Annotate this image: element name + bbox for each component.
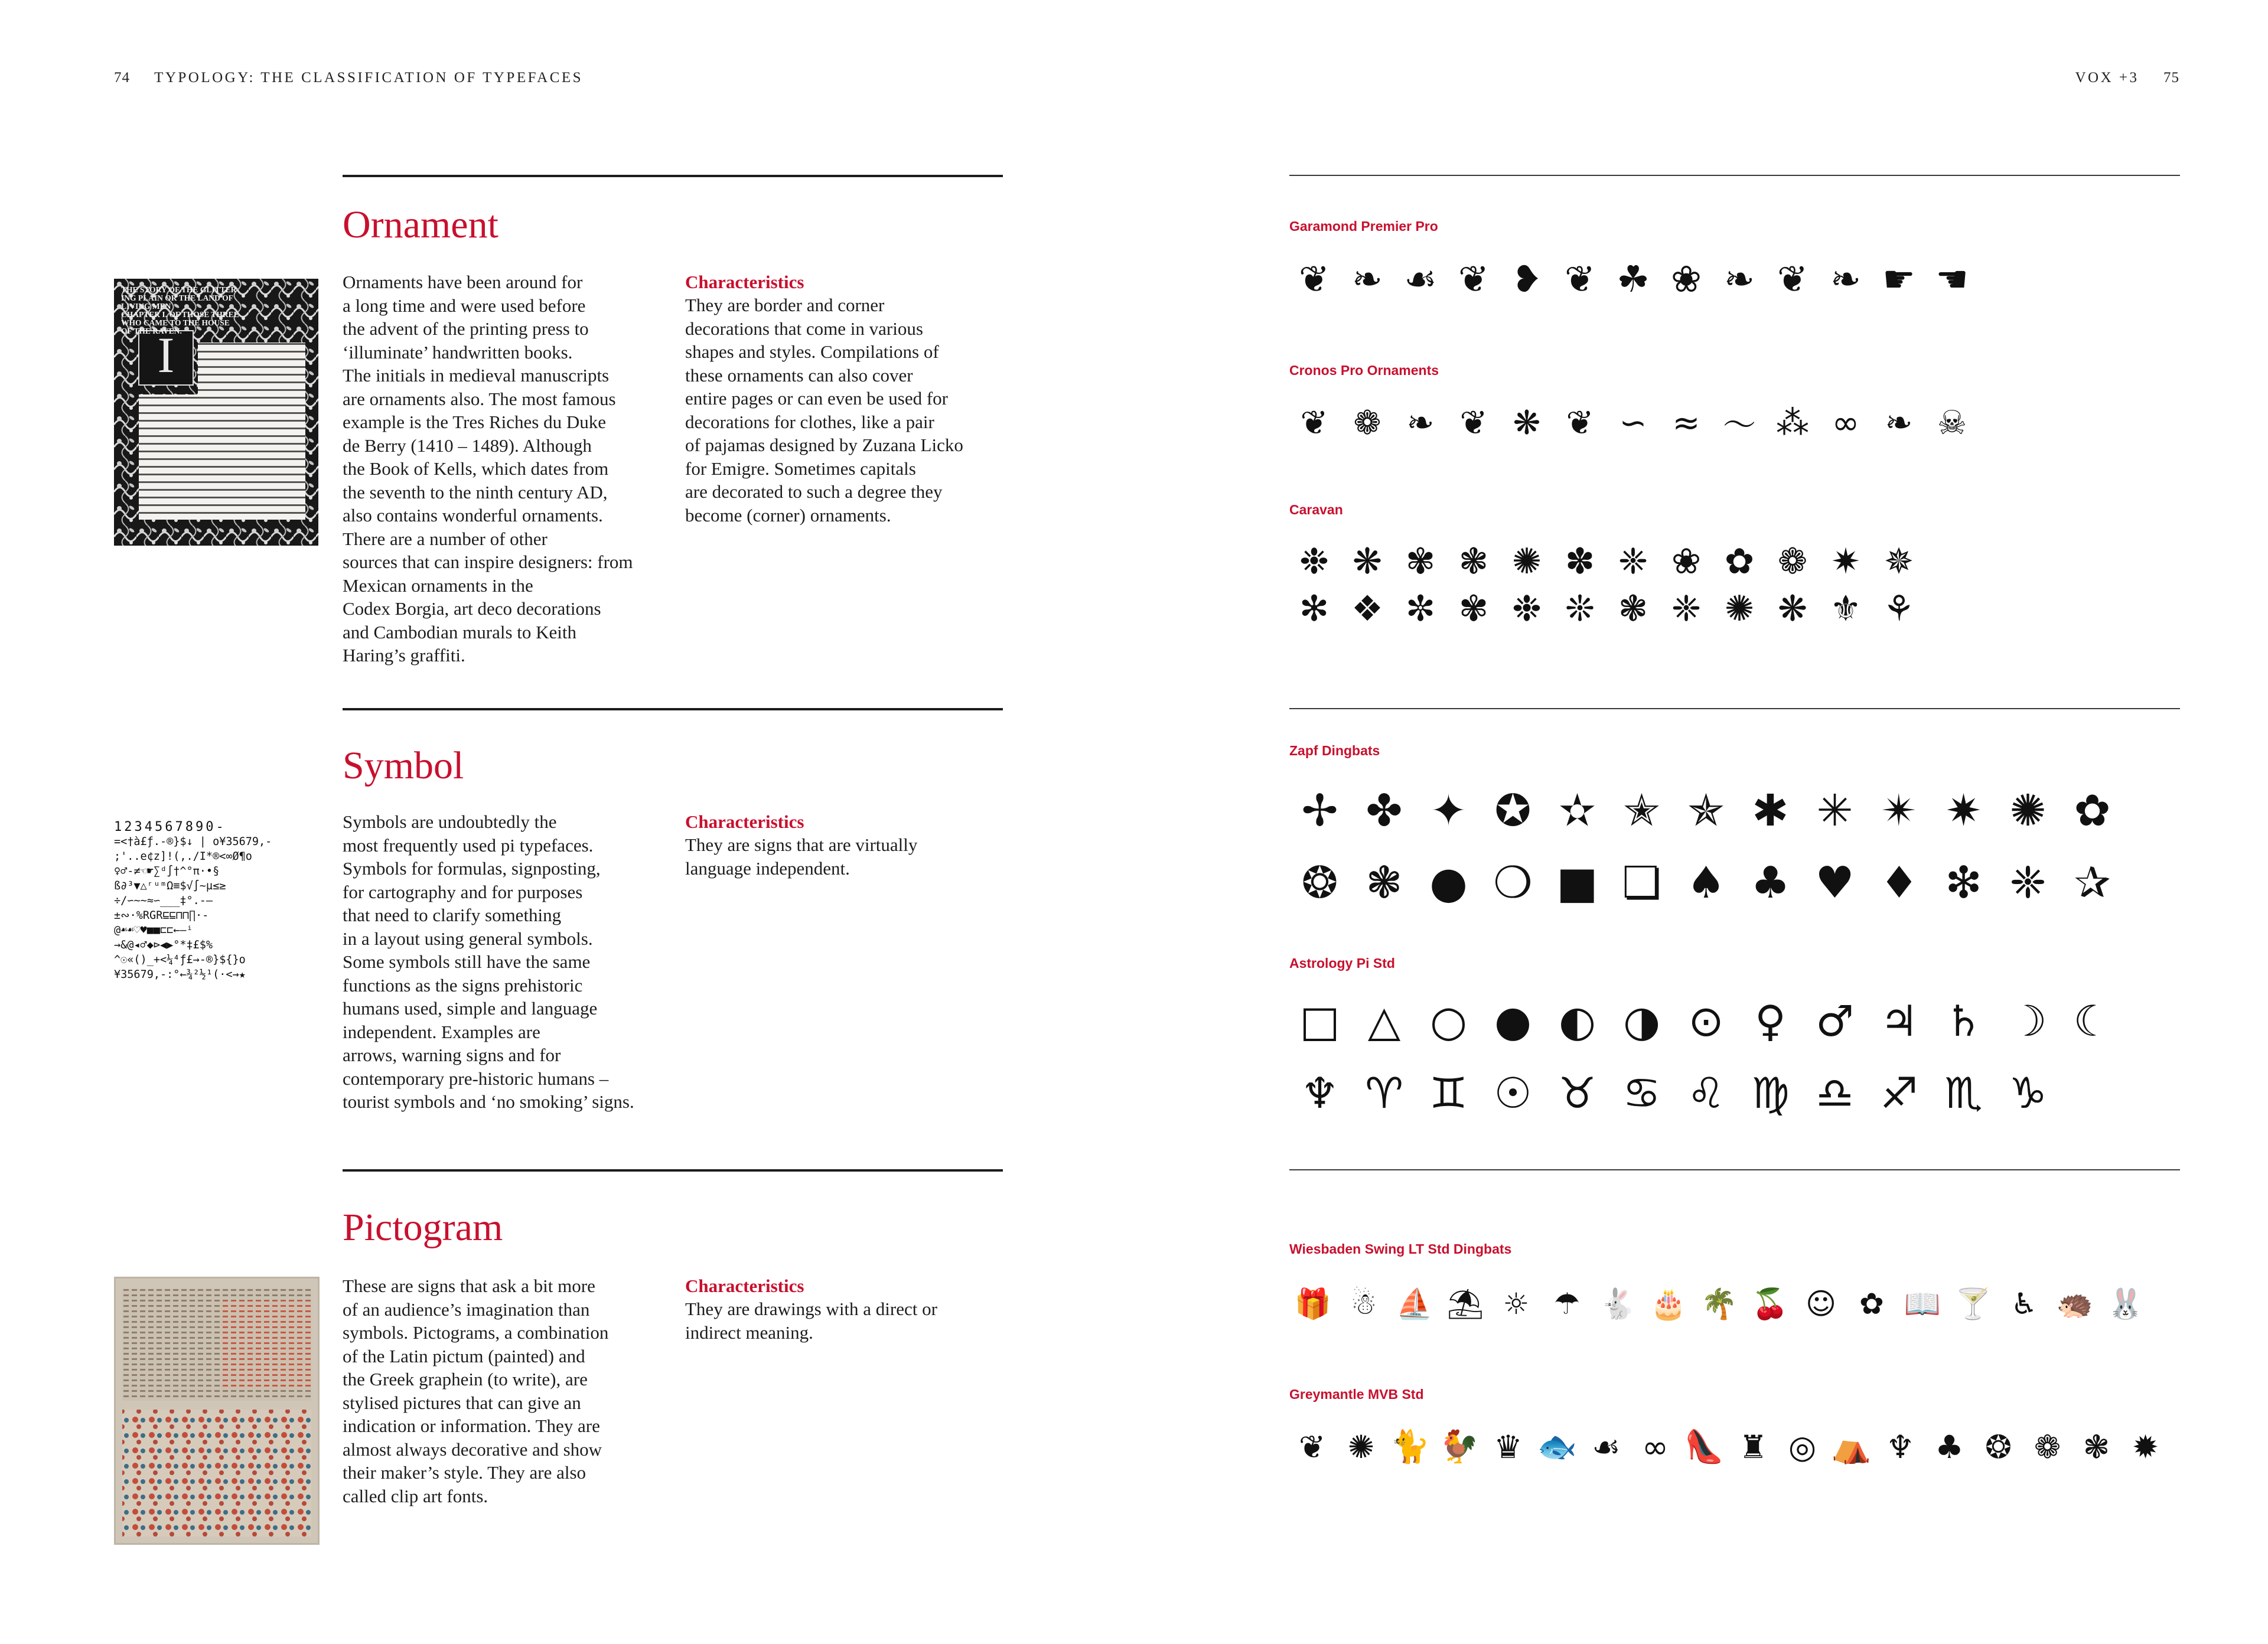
astrology-glyph: ♏: [1944, 1068, 1983, 1118]
glyph-row-astrology-1: [1288, 994, 2124, 1048]
symbol-sample-line: @☙☙♡♥■■⊏⊏←—ⁱ: [114, 924, 193, 937]
ornament-glyph: ∞: [1832, 403, 1860, 442]
symbol-sample-line: 1234567890-: [114, 820, 226, 834]
dingbat-glyph: ❃: [1366, 857, 1403, 908]
pictogram-glyph: ✺: [1347, 1428, 1375, 1466]
dingbat-glyph: ❏: [1622, 857, 1661, 908]
ornament-body: Ornaments have been around for a long time and were used before the advent of the printing press to ‘illuminate’ handwritten books. The initials in medieval manuscripts are ornaments also. The most famous example is the Tres Riches du Duke de Berry (1410 – 1489). Although the Book of Kells, which dates from the seventh to the ninth century AD, also contains wonderful ornaments. There are a number of other sources that can inspire designers: from Mexican ornaments in the Codex Borgia, art deco decorations and Cambodian murals to Keith Haring’s graffiti.: [343, 272, 633, 666]
pictogram-glyph: 🎁: [1294, 1286, 1332, 1321]
star-glyph: ✰: [2074, 857, 2111, 908]
pictogram-glyph: ⛱: [1446, 1286, 1484, 1321]
ornament-glyph: ✺: [1511, 541, 1542, 582]
ornament-glyph: ❦: [1777, 257, 1808, 301]
pictogram-characteristics-label: Characteristics: [685, 1276, 804, 1296]
ornament-glyph: ⚘: [1883, 588, 1915, 629]
diamond-glyph: ♦: [1879, 857, 1919, 908]
ornament-glyph: ❖: [1351, 588, 1383, 629]
symbol-sample-line: ÷/∽∼∼≈∽___‡°.-—: [114, 895, 213, 907]
pictogram-glyph: ♣: [1935, 1428, 1964, 1466]
astrology-glyph: ♑: [2009, 1068, 2047, 1118]
ornament-glyph: ❦: [1566, 403, 1594, 442]
symbol-thumbnail: [114, 820, 327, 982]
pictogram-thumbnail: [114, 1277, 320, 1545]
right-top-rule: [1289, 175, 2180, 176]
pictogram-glyph: ⛺: [1831, 1428, 1872, 1465]
left-running-head: [114, 70, 583, 86]
ornament-glyph: ❁: [1353, 403, 1381, 442]
ornament-glyph: ❋: [1352, 541, 1383, 582]
right-lower-rule: [1289, 1169, 2180, 1170]
astrology-glyph: ♐: [1880, 1068, 1918, 1118]
font-label-greymantle-mvb-std: Greymantle MVB Std: [1289, 1387, 1424, 1402]
pictogram-poster-image: [114, 1277, 320, 1545]
astrology-glyph: □: [1299, 996, 1340, 1046]
symbol-sample-line: ;'..e¢z]!(,./I*®<∞Ø¶o: [114, 850, 252, 863]
astrology-glyph: ☉: [1494, 1068, 1532, 1118]
ornament-glyph: ☙: [1404, 257, 1437, 301]
astrology-glyph: ♉: [1558, 1068, 1596, 1118]
ornament-glyph: ❧: [1352, 257, 1383, 301]
astrology-glyph: ♊: [1429, 1068, 1468, 1118]
pointing-hand-glyph: ☛: [1882, 257, 1915, 301]
pictogram-glyph: 👠: [1684, 1428, 1725, 1465]
pictogram-body: These are signs that ask a bit more of an audience’s imagination than symbols. Pictograms, a combination of the Latin pictum (painted) and the Greek graphein (to write), are stylised pictures that can give an indication or information. They are almost always decorative and show their maker’s style. They are also called clip art fonts.: [343, 1276, 609, 1506]
astrology-glyph: ♂: [1816, 996, 1854, 1046]
right-running-head: [2075, 70, 2179, 86]
symbol-sample-line: ^☉«()_+<¼⁴ƒ£→-®}${}o: [114, 954, 246, 966]
ornament-glyph: ✵: [1884, 541, 1914, 582]
pictogram-glyph: ☂: [1553, 1287, 1581, 1321]
astrology-glyph: ●: [1494, 996, 1531, 1046]
ornament-glyph: ✼: [1405, 588, 1436, 629]
pictogram-glyph: ∞: [1642, 1428, 1669, 1466]
pictogram-characteristics: They are drawings with a direct or indirect meaning.: [685, 1299, 937, 1343]
dingbat-glyph: ●: [1429, 857, 1468, 908]
ornament-glyph: ❦: [1458, 257, 1489, 301]
pictogram-glyph: ☼: [1503, 1287, 1530, 1321]
pictogram-glyph: ♜: [1739, 1428, 1768, 1466]
glyph-row-wiesbaden: [1288, 1280, 2151, 1327]
astrology-glyph: ♋: [1622, 1068, 1661, 1118]
astrology-glyph: ♆: [1301, 1068, 1339, 1118]
astrology-glyph: ◐: [1559, 996, 1596, 1046]
font-label-caravan: Caravan: [1289, 502, 1343, 517]
glyph-row-greymantle: [1288, 1423, 2170, 1470]
font-label-zapf-dingbats: Zapf Dingbats: [1289, 743, 1380, 758]
ornament-thumbnail-caption: THE STORY OF THE GLITTER- ING PLAIN OR THE LAND OF LIVING MEN CHAPTER I. OF THOSE THREE WHO CAME TO THE HOUSE OF THE RAVEN.: [121, 285, 239, 335]
ornament-glyph: ❧: [1885, 403, 1913, 442]
astrology-glyph: ♈: [1365, 1068, 1403, 1118]
font-label-garamond-premier-pro: Garamond Premier Pro: [1289, 218, 1438, 234]
ornament-glyph: ❦: [1459, 403, 1488, 442]
dingbat-glyph: ✯: [1687, 785, 1725, 836]
pictogram-glyph: 📖: [1904, 1286, 1941, 1321]
pictogram-glyph: ♿: [2010, 1287, 2038, 1321]
dingbat-glyph: ❈: [2009, 857, 2047, 908]
club-glyph: ♣: [1751, 857, 1790, 908]
font-label-wiesbaden-swing: Wiesbaden Swing LT Std Dingbats: [1289, 1241, 1512, 1257]
left-running-title: TYPOLOGY: THE CLASSIFICATION OF TYPEFACES: [154, 70, 584, 86]
ornament-glyph: ❈: [1618, 541, 1648, 582]
symbol-title: Symbol: [343, 744, 464, 787]
dingbat-glyph: ❇: [1945, 857, 1982, 908]
ornament-glyph: ✾: [1405, 541, 1436, 582]
symbol-sample-line: ±∾·%RGR⊑⊑⊓⊓∏·-: [114, 909, 209, 922]
ornament-glyph: ✻: [1299, 588, 1329, 629]
glyph-row-zapf-2: [1288, 856, 2124, 909]
ornament-glyph: ❁: [1777, 541, 1808, 582]
ornament-glyph: ☘: [1617, 257, 1650, 301]
ornament-characteristics: They are border and corner decorations that come in various shapes and styles. Compilations of these ornaments can also cover entire pages or can even be used for decorations for clothes, like a pair of pajamas designed by Zuzana Licko for Emigre. Sometimes capitals are decorated to such a degree they become (corner) ornaments.: [685, 295, 963, 526]
left-page-number: 74: [114, 70, 130, 86]
astrology-glyph: ♌: [1687, 1068, 1725, 1118]
dingbat-glyph: ✷: [1945, 785, 1982, 836]
astrology-glyph: ♄: [1944, 996, 1983, 1046]
ornament-characteristics-label: Characteristics: [685, 272, 804, 292]
ornament-glyph: ❃: [1618, 588, 1648, 629]
right-page-number: 75: [2163, 70, 2179, 86]
ornament-glyph: ❋: [1513, 403, 1541, 442]
pictogram-glyph: 🍒: [1751, 1286, 1789, 1321]
dingbat-glyph: ✴: [1881, 785, 1918, 836]
ornament-glyph: ⚜: [1830, 588, 1862, 629]
pictogram-glyph: ◎: [1788, 1428, 1817, 1466]
ornament-glyph: ❀: [1671, 541, 1702, 582]
pointing-hand-glyph: ☚: [1935, 257, 1969, 301]
ornament-glyph: ❋: [1777, 588, 1808, 629]
svg-text:I: I: [157, 327, 175, 383]
astrology-glyph: ☽: [2009, 996, 2047, 1046]
ornament-glyph: ❦: [1565, 257, 1595, 301]
right-middle-rule: [1289, 708, 2180, 709]
dingbat-glyph: ✿: [2074, 785, 2111, 836]
pictogram-glyph: ❃: [2083, 1428, 2110, 1466]
ornament-title: Ornament: [343, 203, 498, 246]
pictogram-glyph: ✿: [1859, 1287, 1884, 1321]
ornament-glyph: ❦: [1300, 403, 1328, 442]
dingbat-glyph: ✫: [1559, 785, 1596, 836]
astrology-glyph: △: [1367, 996, 1401, 1046]
pictogram-glyph: ✹: [2132, 1428, 2159, 1466]
font-label-astrology-pi-std: Astrology Pi Std: [1289, 955, 1395, 971]
ornament-glyph: 〜: [1723, 406, 1756, 445]
ornament-glyph: ❧: [1724, 257, 1755, 301]
ornament-glyph: ✷: [1830, 541, 1861, 582]
pictogram-glyph: 🐟: [1537, 1428, 1578, 1465]
pictogram-title: Pictogram: [343, 1206, 503, 1249]
astrology-glyph: ♎: [1816, 1068, 1854, 1118]
dingbat-glyph: ✳: [1816, 785, 1853, 836]
ornament-thumbnail: [114, 279, 318, 546]
glyph-row-garamond: [1288, 255, 1979, 302]
spade-glyph: ♠: [1686, 857, 1726, 908]
glyph-row-zapf-1: [1288, 784, 2124, 837]
pictogram-glyph: 🍸: [1954, 1286, 1992, 1321]
pictogram-glyph: 🐈: [1390, 1428, 1430, 1465]
ornament-glyph: ✾: [1458, 588, 1489, 629]
ornament-glyph: ❉: [1511, 588, 1542, 629]
pictogram-glyph: 🐓: [1439, 1428, 1480, 1465]
astrology-glyph: ☾: [2073, 996, 2111, 1046]
dingbat-glyph: ✦: [1430, 785, 1467, 836]
glyph-row-caravan-1: [1288, 539, 1925, 585]
symbol-body: Symbols are undoubtedly the most frequently used pi typefaces. Symbols for formulas, signposting, for cartography and for purposes that need to clarify something in a layout using general symbols. Some symbols still have the same functions as the signs prehistoric humans used, simple and language independent. Examples are arrows, warning signs and for contemporary pre-historic humans – tourist symbols and ‘no smoking’ signs.: [343, 811, 634, 1112]
ornament-rule: [343, 175, 1003, 177]
pictogram-glyph: 🌴: [1700, 1286, 1738, 1321]
pictogram-glyph: ☺: [1805, 1287, 1837, 1321]
pictogram-rule: [343, 1169, 1003, 1172]
dingbat-glyph: ✢: [1301, 785, 1338, 836]
ornament-glyph: ≈: [1672, 403, 1700, 442]
symbol-sample-line: →&@◂♂◆⊳◀▶°*‡£$%: [114, 939, 213, 951]
dingbat-glyph: ✭: [1623, 785, 1660, 836]
astrology-glyph: ♃: [1880, 996, 1918, 1046]
glyph-row-astrology-2: [1288, 1066, 2060, 1120]
heart-glyph: ♥: [1815, 857, 1855, 908]
dingbat-glyph: ■: [1556, 857, 1598, 908]
font-label-cronos-pro-ornaments: Cronos Pro Ornaments: [1289, 363, 1439, 378]
pictogram-glyph: ♆: [1886, 1428, 1915, 1466]
dingbat-glyph: ✤: [1366, 785, 1403, 836]
ornament-glyph: ❦: [1299, 257, 1329, 301]
dingbat-glyph: ✱: [1752, 785, 1789, 836]
symbol-sample-line: =<†à£ƒ.-®}$↓ | o¥35679,-: [114, 836, 272, 848]
symbol-characteristics: They are signs that are virtually language independent.: [685, 834, 918, 879]
pictogram-glyph: 🐰: [2107, 1286, 2145, 1321]
ornament-glyph: ⁂: [1776, 403, 1809, 442]
ornament-glyph: ❃: [1458, 541, 1489, 582]
pictogram-glyph: ♛: [1494, 1428, 1523, 1466]
symbol-sample-line: ß∂³▼△ʳᵘᵐΩ≡$√∫~µ≤≥: [114, 880, 226, 892]
astrology-glyph: ◑: [1623, 996, 1660, 1046]
ornament-glyph: ❈: [1671, 588, 1702, 629]
symbol-rule: [343, 708, 1003, 710]
dingbat-glyph: ✪: [1494, 785, 1531, 836]
skull-glyph: ☠: [1937, 403, 1967, 442]
dingbat-glyph: ❂: [1301, 857, 1338, 908]
astrology-glyph: ♍: [1751, 1068, 1790, 1118]
ornament-glyph: ∽: [1619, 403, 1647, 442]
dingbat-glyph: ❍: [1493, 857, 1533, 908]
glyph-row-cronos: [1288, 399, 1979, 446]
ornament-glyph: ✿: [1724, 541, 1755, 582]
ornament-glyph: ❉: [1299, 541, 1329, 582]
astrology-glyph: ○: [1430, 996, 1467, 1046]
pictogram-glyph: ❁: [2034, 1428, 2061, 1466]
symbol-characteristics-label: Characteristics: [685, 811, 804, 832]
ornament-glyph: ✽: [1565, 541, 1595, 582]
ornament-glyph: ❥: [1511, 257, 1542, 301]
pictogram-glyph: ⛵: [1396, 1286, 1433, 1321]
right-running-title: VOX +3: [2075, 70, 2139, 86]
glyph-row-caravan-2: [1288, 586, 1925, 632]
pictogram-glyph: ❂: [1984, 1428, 2012, 1466]
astrology-glyph: ♀: [1755, 996, 1786, 1046]
astrology-glyph: ⊙: [1688, 996, 1724, 1046]
symbol-sample-line: ♀♂-≠☜☛∑ᵈ∫†^°π·•§: [114, 865, 220, 878]
ornament-glyph: ✺: [1724, 588, 1755, 629]
pictogram-glyph: ☙: [1592, 1428, 1621, 1466]
ornament-glyph: ❀: [1671, 257, 1702, 301]
dingbat-glyph: ✺: [2009, 785, 2047, 836]
pictogram-glyph: 🎂: [1650, 1286, 1687, 1321]
pictogram-glyph: ❦: [1298, 1428, 1326, 1466]
ornament-glyph: ❧: [1406, 403, 1435, 442]
pictogram-glyph: 🐇: [1599, 1286, 1637, 1321]
pictogram-glyph: 🦔: [2056, 1286, 2094, 1321]
pictogram-glyph: ☃: [1350, 1287, 1377, 1321]
symbol-sample-line: ¥35679,-:°←¾²½¹(·<→★: [114, 968, 246, 981]
ornament-glyph: ❊: [1565, 588, 1595, 629]
ornament-glyph: ❧: [1830, 257, 1861, 301]
